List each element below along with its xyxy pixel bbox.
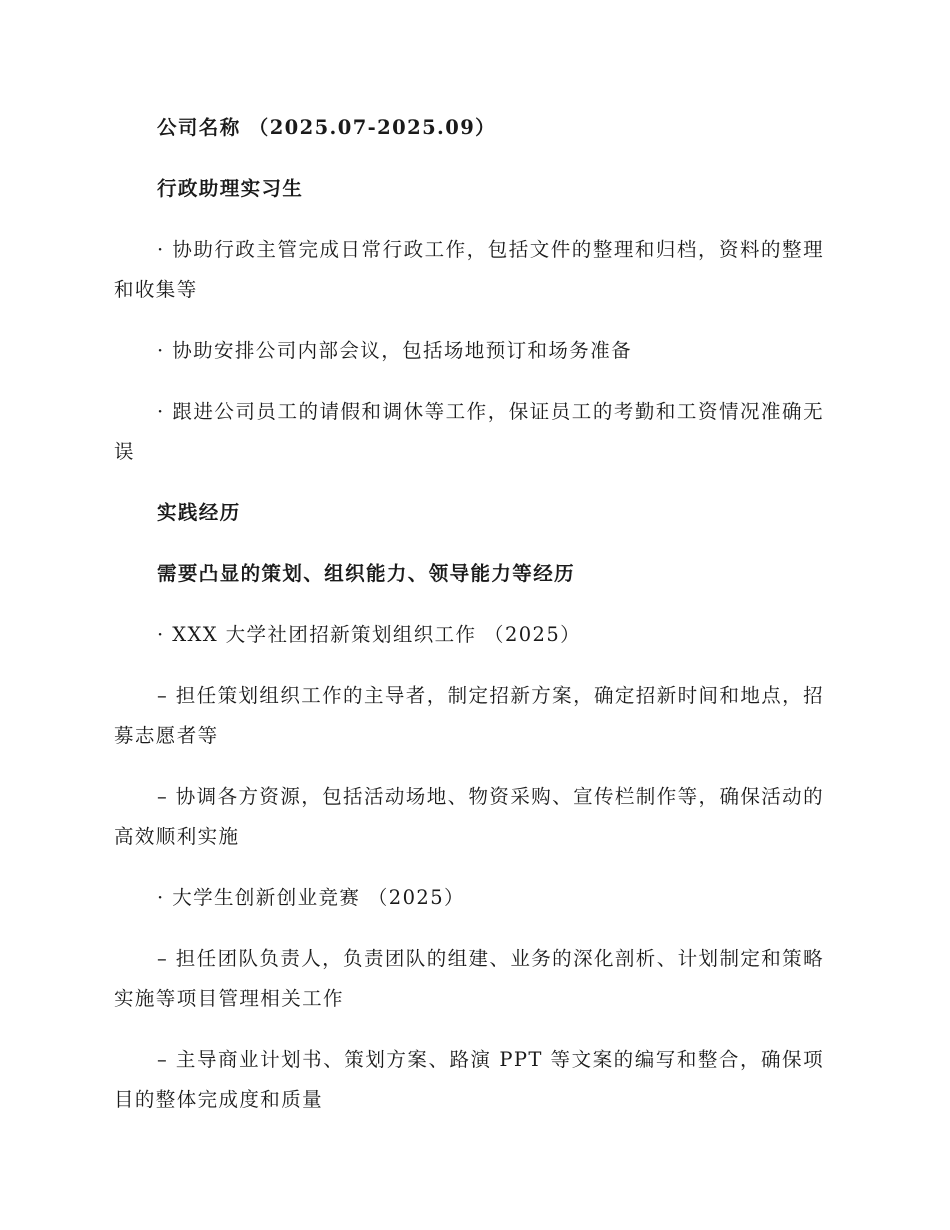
job-title: 行政助理实习生 bbox=[157, 177, 304, 200]
sub-bullet-item: – 担任策划组织工作的主导者，制定招新方案，确定招新时间和地点，招募志愿者等 bbox=[114, 684, 824, 747]
bullet-item: · 协助安排公司内部会议，包括场地预订和场务准备 bbox=[157, 339, 632, 362]
document-body bbox=[114, 108, 824, 1141]
sub-bullet-item: – 主导商业计划书、策划方案、路演 PPT 等文案的编写和整合，确保项目的整体完成度和质量 bbox=[114, 1048, 824, 1111]
bullet-item: · XXX 大学社团招新策划组织工作 （2025） bbox=[157, 623, 582, 646]
sub-bullet-item: – 担任团队负责人，负责团队的组建、业务的深化剖析、计划制定和策略实施等项目管理相关工作 bbox=[114, 947, 824, 1010]
bullet-item: · 大学生创新创业竞赛 （2025） bbox=[157, 886, 465, 909]
bullet-item: · 跟进公司员工的请假和调休等工作，保证员工的考勤和工资情况准确无误 bbox=[114, 400, 824, 463]
bullet-item: · 协助行政主管完成日常行政工作，包括文件的整理和归档，资料的整理和收集等 bbox=[114, 238, 824, 301]
sub-bullet-item: – 协调各方资源，包括活动场地、物资采购、宣传栏制作等，确保活动的高效顺利实施 bbox=[114, 785, 824, 848]
section-heading: 实践经历 bbox=[157, 501, 241, 524]
company-heading: 公司名称 （2025.07-2025.09） bbox=[157, 116, 497, 139]
section-subheading: 需要凸显的策划、组织能力、领导能力等经历 bbox=[157, 562, 576, 585]
